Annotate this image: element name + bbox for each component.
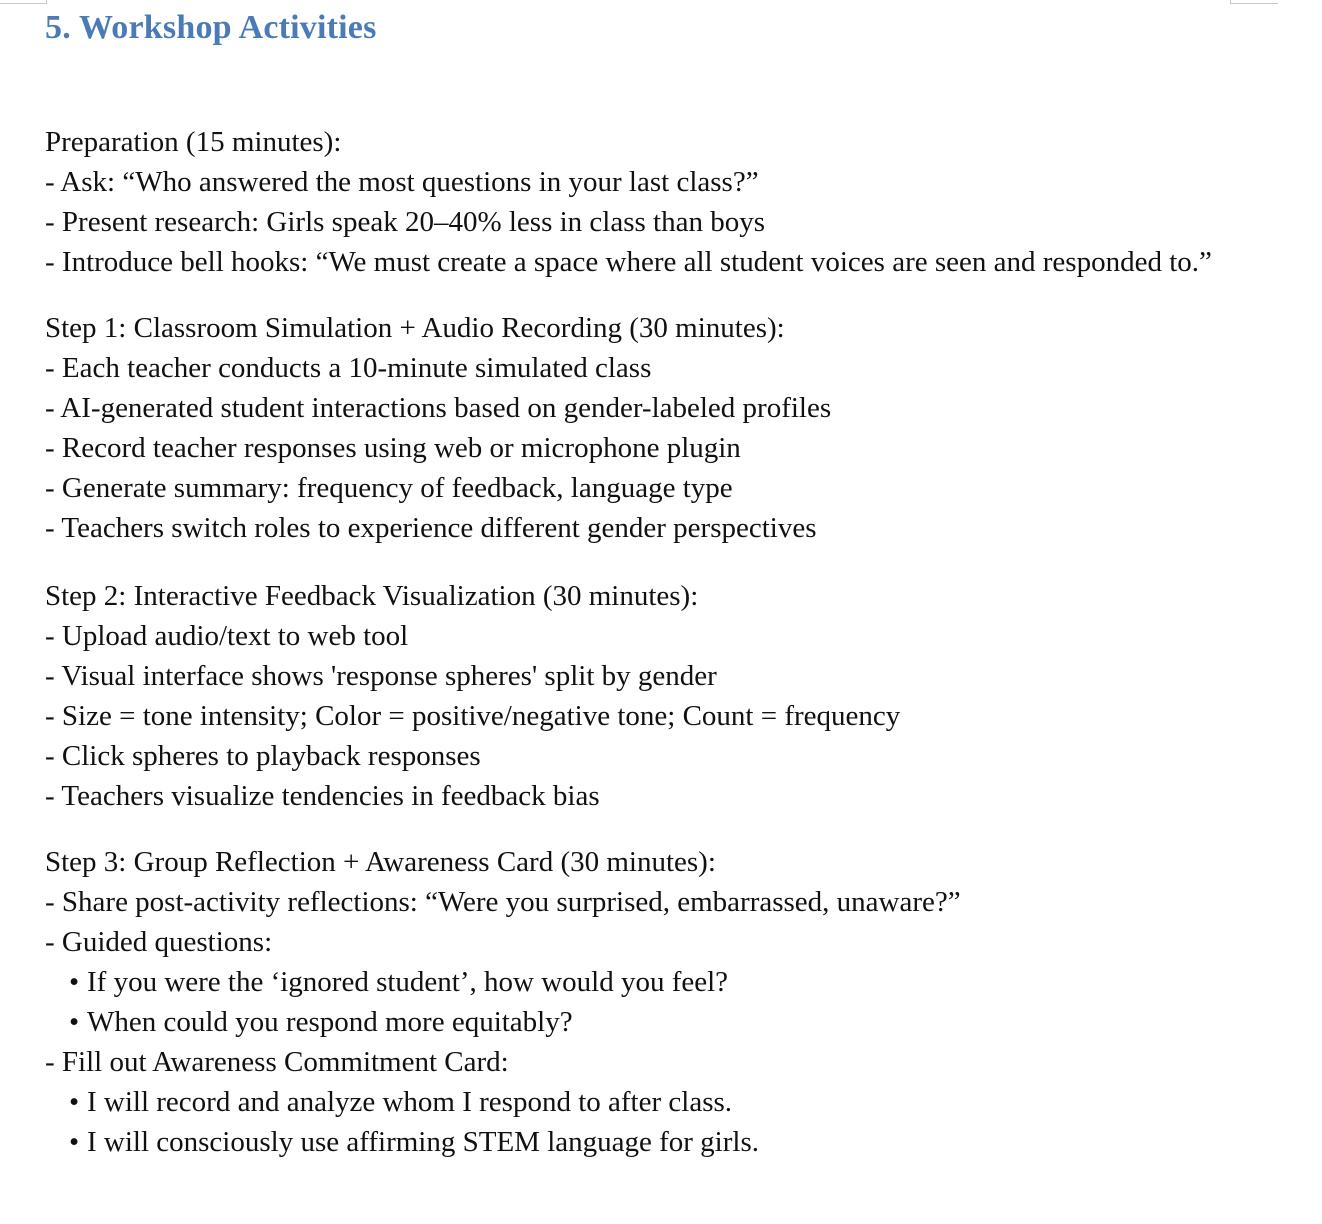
step1-line-switch-roles: - Teachers switch roles to experience different gender perspectives [45, 512, 817, 544]
preparation-line-research: - Present research: Girls speak 20–40% less in class than boys [45, 206, 766, 238]
step1-line-record-responses: - Record teacher responses using web or microphone plugin [45, 432, 741, 464]
step3-section [45, 842, 1265, 1162]
step2-line-visualize-tendencies: - Teachers visualize tendencies in feedback bias [45, 780, 600, 812]
step1-line-simulated-class: - Each teacher conducts a 10-minute simulated class [45, 352, 652, 384]
preparation-line-ask: - Ask: “Who answered the most questions in your last class?” [45, 166, 759, 198]
step2-line-size-color-count: - Size = tone intensity; Color = positive/negative tone; Count = frequency [45, 700, 901, 732]
step3-title: Step 3: Group Reflection + Awareness Card (30 minutes): [45, 846, 716, 878]
commitment-text: I will consciously use affirming STEM language for girls. [87, 1126, 759, 1158]
step1-line-ai-interactions: - AI-generated student interactions based on gender-labeled profiles [45, 392, 832, 424]
document-page [45, 0, 1265, 1162]
step1-section [45, 308, 1265, 548]
preparation-line-bell-hooks: - Introduce bell hooks: “We must create a space where all student voices are seen and responded to.” [45, 246, 1212, 278]
guided-question-item [45, 1002, 1265, 1042]
preparation-section [45, 122, 1265, 282]
section-heading: 5. Workshop Activities [45, 9, 377, 46]
guided-question-item [45, 962, 1265, 1002]
step2-line-visual-interface: - Visual interface shows 'response spheres' split by gender [45, 660, 717, 692]
bullet-icon: • [69, 1086, 80, 1118]
preparation-title: Preparation (15 minutes): [45, 126, 342, 158]
bullet-icon: • [69, 1006, 80, 1038]
step2-section [45, 576, 1265, 816]
step1-line-generate-summary: - Generate summary: frequency of feedback, language type [45, 472, 733, 504]
crop-mark-top-left-horizontal [0, 3, 46, 4]
commitment-item [45, 1122, 1265, 1162]
bullet-icon: • [69, 966, 80, 998]
guided-question-text: If you were the ‘ignored student’, how would you feel? [87, 966, 729, 998]
step1-title: Step 1: Classroom Simulation + Audio Recording (30 minutes): [45, 312, 785, 344]
commitment-text: I will record and analyze whom I respond to after class. [87, 1086, 733, 1118]
step2-title: Step 2: Interactive Feedback Visualization (30 minutes): [45, 580, 699, 612]
step3-line-commitment-card: - Fill out Awareness Commitment Card: [45, 1046, 509, 1078]
step2-line-upload: - Upload audio/text to web tool [45, 620, 409, 652]
step2-line-click-spheres: - Click spheres to playback responses [45, 740, 481, 772]
bullet-icon: • [69, 1126, 80, 1158]
guided-question-text: When could you respond more equitably? [87, 1006, 573, 1038]
step3-line-share-reflections: - Share post-activity reflections: “Were you surprised, embarrassed, unaware?” [45, 886, 961, 918]
commitment-item [45, 1082, 1265, 1122]
step3-line-guided-questions: - Guided questions: [45, 926, 273, 958]
